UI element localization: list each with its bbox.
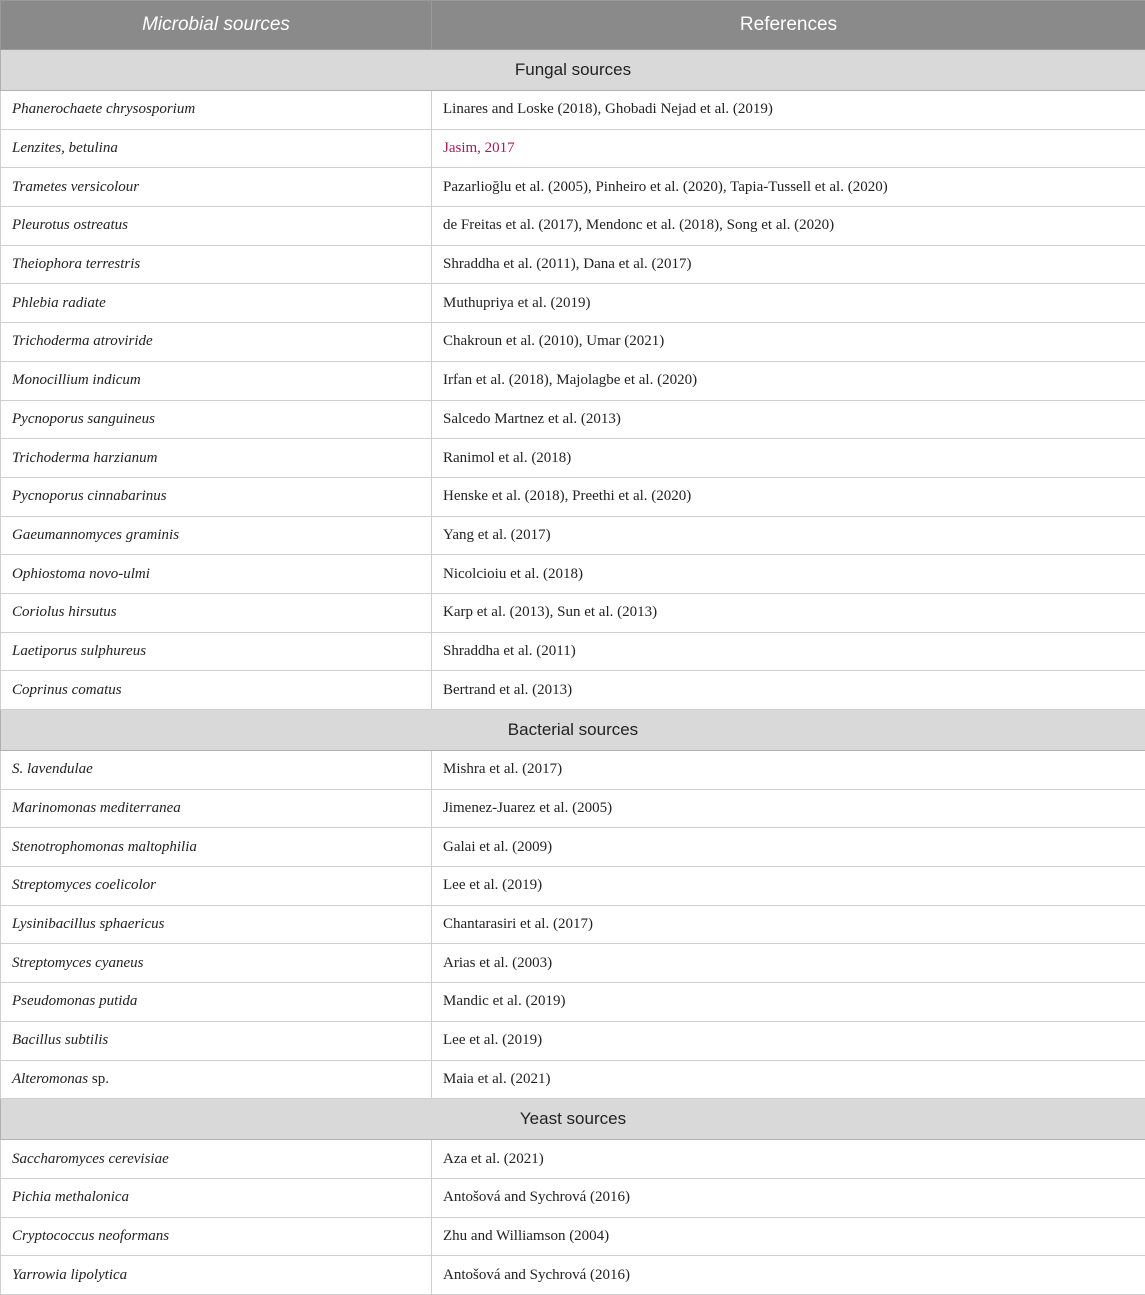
table-row: [1, 91, 1145, 130]
table-row: [1, 1021, 1145, 1060]
table-row: [1, 323, 1145, 362]
table-row: [1, 361, 1145, 400]
source-cell: Cryptococcus neoformans: [1, 1217, 432, 1256]
section-row-fungal: [1, 50, 1145, 91]
table-row: [1, 1140, 1145, 1179]
table-row: [1, 751, 1145, 790]
source-cell: S. lavendulae: [1, 751, 432, 790]
table-row: [1, 593, 1145, 632]
table-row: [1, 555, 1145, 594]
source-cell: Coprinus comatus: [1, 671, 432, 710]
source-cell: Pycnoporus sanguineus: [1, 400, 432, 439]
reference-cell: Chantarasiri et al. (2017): [432, 905, 1145, 944]
source-cell: Trichoderma atroviride: [1, 323, 432, 362]
table-row: [1, 905, 1145, 944]
reference-cell: Arias et al. (2003): [432, 944, 1145, 983]
genus-name: Alteromonas: [12, 1071, 88, 1087]
section-row-bacterial: [1, 710, 1145, 751]
section-title: Bacterial sources: [1, 710, 1145, 751]
source-cell: Pleurotus ostreatus: [1, 207, 432, 246]
header-references: References: [432, 1, 1145, 50]
table-row: [1, 867, 1145, 906]
table-row: [1, 129, 1145, 168]
reference-cell: Ranimol et al. (2018): [432, 439, 1145, 478]
source-cell: Saccharomyces cerevisiae: [1, 1140, 432, 1179]
reference-cell: Chakroun et al. (2010), Umar (2021): [432, 323, 1145, 362]
reference-cell: Henske et al. (2018), Preethi et al. (2020): [432, 477, 1145, 516]
table-row: [1, 1217, 1145, 1256]
reference-cell: Maia et al. (2021): [432, 1060, 1145, 1099]
reference-link[interactable]: Jasim, 2017: [432, 129, 1145, 168]
reference-cell: Nicolcioiu et al. (2018): [432, 555, 1145, 594]
reference-cell: Lee et al. (2019): [432, 867, 1145, 906]
reference-cell: Mandic et al. (2019): [432, 983, 1145, 1022]
source-cell: Monocillium indicum: [1, 361, 432, 400]
source-cell: Laetiporus sulphureus: [1, 632, 432, 671]
table-row: [1, 983, 1145, 1022]
source-cell: Theiophora terrestris: [1, 245, 432, 284]
reference-cell: Mishra et al. (2017): [432, 751, 1145, 790]
source-cell: Lysinibacillus sphaericus: [1, 905, 432, 944]
table-row: [1, 1060, 1145, 1099]
reference-cell: Jimenez-Juarez et al. (2005): [432, 789, 1145, 828]
source-cell: Marinomonas mediterranea: [1, 789, 432, 828]
table-row: [1, 245, 1145, 284]
table-row: [1, 284, 1145, 323]
species-suffix: sp.: [88, 1071, 109, 1087]
source-cell: Yarrowia lipolytica: [1, 1256, 432, 1295]
table-row: [1, 944, 1145, 983]
table-row: [1, 400, 1145, 439]
source-cell: Stenotrophomonas maltophilia: [1, 828, 432, 867]
source-cell: Pichia methalonica: [1, 1178, 432, 1217]
section-title: Yeast sources: [1, 1099, 1145, 1140]
source-cell: Streptomyces cyaneus: [1, 944, 432, 983]
table-row: [1, 207, 1145, 246]
source-cell: Gaeumannomyces graminis: [1, 516, 432, 555]
table-row: [1, 671, 1145, 710]
table-row: [1, 477, 1145, 516]
reference-cell: Muthupriya et al. (2019): [432, 284, 1145, 323]
reference-cell: Galai et al. (2009): [432, 828, 1145, 867]
reference-cell: Lee et al. (2019): [432, 1021, 1145, 1060]
header-microbial-sources: Microbial sources: [1, 1, 432, 50]
reference-cell: Antošová and Sychrová (2016): [432, 1256, 1145, 1295]
source-cell: Coriolus hirsutus: [1, 593, 432, 632]
reference-cell: Antošová and Sychrová (2016): [432, 1178, 1145, 1217]
reference-cell: Salcedo Martnez et al. (2013): [432, 400, 1145, 439]
table-row: [1, 168, 1145, 207]
reference-cell: de Freitas et al. (2017), Mendonc et al. (2018), Song et al. (2020): [432, 207, 1145, 246]
table-row: [1, 632, 1145, 671]
reference-cell: Zhu and Williamson (2004): [432, 1217, 1145, 1256]
reference-cell: Irfan et al. (2018), Majolagbe et al. (2020): [432, 361, 1145, 400]
reference-cell: Karp et al. (2013), Sun et al. (2013): [432, 593, 1145, 632]
source-cell: Trametes versicolour: [1, 168, 432, 207]
table-row: [1, 828, 1145, 867]
reference-cell: Pazarlioğlu et al. (2005), Pinheiro et al. (2020), Tapia-Tussell et al. (2020): [432, 168, 1145, 207]
table-header: [1, 1, 1145, 50]
reference-cell: Bertrand et al. (2013): [432, 671, 1145, 710]
source-cell: Streptomyces coelicolor: [1, 867, 432, 906]
table-row: [1, 439, 1145, 478]
source-cell: Phlebia radiate: [1, 284, 432, 323]
reference-cell: Aza et al. (2021): [432, 1140, 1145, 1179]
table-row: [1, 516, 1145, 555]
section-row-yeast: [1, 1099, 1145, 1140]
source-cell: Lenzites, betulina: [1, 129, 432, 168]
source-cell: Pseudomonas putida: [1, 983, 432, 1022]
source-cell: Trichoderma harzianum: [1, 439, 432, 478]
source-cell: Ophiostoma novo-ulmi: [1, 555, 432, 594]
header-row: [1, 1, 1145, 50]
section-title: Fungal sources: [1, 50, 1145, 91]
reference-cell: Shraddha et al. (2011): [432, 632, 1145, 671]
table-body: [1, 50, 1145, 1295]
source-cell: [1, 1060, 432, 1099]
reference-cell: Yang et al. (2017): [432, 516, 1145, 555]
source-cell: Phanerochaete chrysosporium: [1, 91, 432, 130]
source-cell: Pycnoporus cinnabarinus: [1, 477, 432, 516]
reference-cell: Shraddha et al. (2011), Dana et al. (2017): [432, 245, 1145, 284]
source-cell: Bacillus subtilis: [1, 1021, 432, 1060]
reference-cell: Linares and Loske (2018), Ghobadi Nejad et al. (2019): [432, 91, 1145, 130]
table-row: [1, 1178, 1145, 1217]
table-row: [1, 789, 1145, 828]
